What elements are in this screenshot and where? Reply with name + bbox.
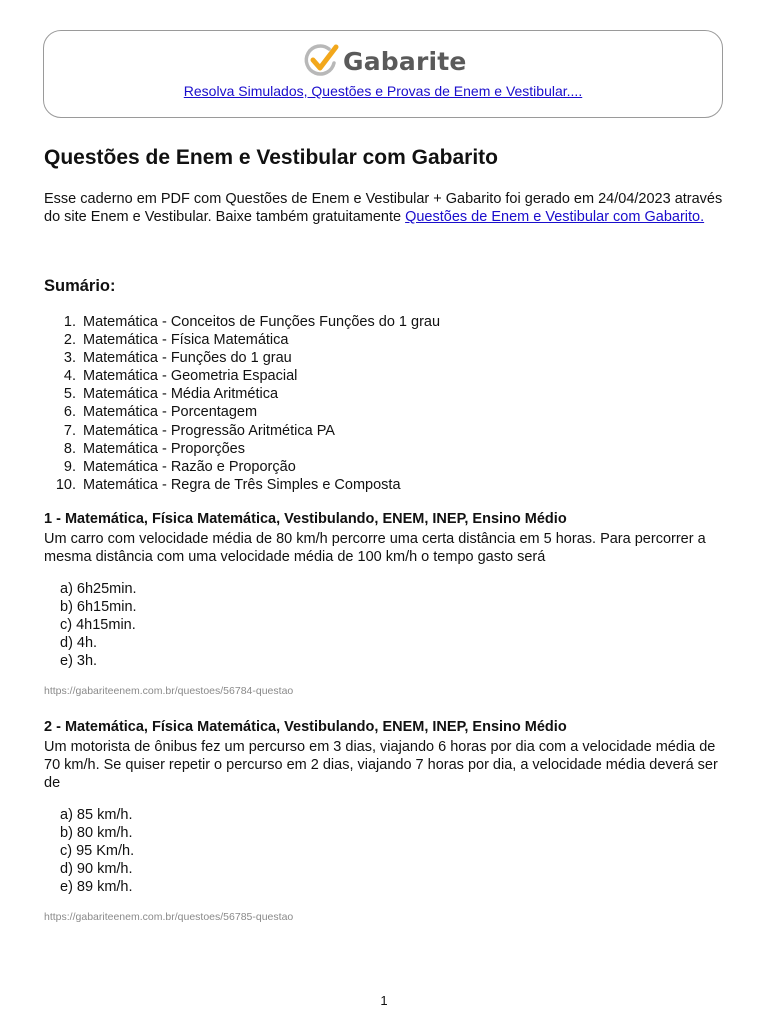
summary-item-label: Matemática - Progressão Aritmética PA (83, 422, 335, 439)
answer-options (60, 580, 724, 670)
answer-option: a) 85 km/h. (60, 807, 133, 823)
site-header (43, 30, 723, 118)
summary-item (44, 476, 440, 494)
summary-item-number: 2. (63, 332, 76, 349)
answer-option: e) 3h. (60, 653, 98, 669)
summary-item-label: Matemática - Física Matemática (83, 332, 289, 349)
answer-option: d) 90 km/h. (60, 861, 133, 877)
question-source-link[interactable]: https://gabariteenem.com.br/questoes/56784-questao (44, 685, 294, 697)
summary-item-label: Matemática - Porcentagem (83, 404, 258, 421)
summary-item (44, 422, 440, 440)
answer-option: a) 6h25min. (60, 581, 137, 597)
summary-item (44, 367, 440, 385)
checkmark-circle-icon (303, 43, 339, 79)
summary-item-label: Matemática - Geometria Espacial (83, 368, 298, 385)
question-text: Um motorista de ônibus fez um percurso em 3 dias, viajando 6 horas por dia com a velocidade média de 70 km/h. Se quiser repetir o percurso em 2 dias, viajando 7 horas por dia, a velocidade média deverá ser de (44, 739, 718, 791)
summary-item-label: Matemática - Funções do 1 grau (83, 350, 292, 367)
question-heading: 1 - Matemática, Física Matemática, Vestibulando, ENEM, INEP, Ensino Médio (44, 511, 567, 527)
gabarite-logo[interactable] (303, 41, 467, 81)
logo-wordmark: Gabarite (343, 46, 467, 76)
answer-option: e) 89 km/h. (60, 879, 133, 895)
summary-item-number: 7. (63, 422, 76, 439)
summary-item (44, 349, 440, 367)
summary-item-number: 4. (63, 368, 76, 385)
summary-item (44, 458, 440, 476)
summary-item-number: 6. (63, 404, 76, 421)
summary-item-label: Matemática - Média Aritmética (83, 386, 279, 403)
summary-item-number: 5. (63, 386, 76, 403)
summary-item-number: 1. (63, 314, 76, 330)
summary-item (44, 331, 440, 349)
summary-item-number: 9. (63, 458, 76, 475)
answer-option: c) 95 Km/h. (60, 843, 135, 859)
summary-item (44, 403, 440, 421)
question-1 (44, 510, 724, 697)
question-text: Um carro com velocidade média de 80 km/h percorre uma certa distância em 5 horas. Para percorrer a mesma distância com uma velocidade média de 100 km/h o tempo gasto será (44, 531, 706, 565)
answer-option: b) 6h15min. (60, 599, 137, 615)
answer-option: d) 4h. (60, 635, 98, 651)
summary-list (44, 313, 440, 494)
summary-item (44, 440, 440, 458)
answer-options (60, 806, 724, 896)
answer-option: c) 4h15min. (60, 617, 136, 633)
summary-heading: Sumário: (44, 277, 116, 295)
summary-item-label: Matemática - Proporções (83, 440, 245, 457)
question-source-link[interactable]: https://gabariteenem.com.br/questoes/56785-questao (44, 911, 294, 923)
answer-option: b) 80 km/h. (60, 825, 133, 841)
tagline-link[interactable]: Resolva Simulados, Questões e Provas de Enem e Vestibular.... (183, 83, 583, 99)
download-link[interactable]: Questões de Enem e Vestibular com Gabarito. (405, 209, 705, 225)
summary-item-number: 10. (55, 476, 76, 493)
summary-item (44, 313, 440, 331)
intro-text: Esse caderno em PDF com Questões de Enem e Vestibular + Gabarito foi gerado em 24/04/2023 através do site Enem e Vestibular. Baixe também gratuitamente (44, 191, 723, 225)
summary-item-label: Matemática - Regra de Três Simples e Composta (83, 476, 401, 493)
intro-paragraph (44, 190, 724, 226)
page-title: Questões de Enem e Vestibular com Gabarito (44, 146, 498, 169)
summary-item (44, 385, 440, 403)
summary-item-number: 8. (63, 440, 76, 457)
summary-item-number: 3. (63, 350, 76, 367)
summary-item-label: Matemática - Razão e Proporção (83, 458, 296, 475)
question-heading: 2 - Matemática, Física Matemática, Vestibulando, ENEM, INEP, Ensino Médio (44, 719, 567, 735)
question-2 (44, 718, 724, 923)
summary-item-label: Matemática - Conceitos de Funções Funções do 1 grau (83, 314, 441, 330)
page-number: 1 (380, 993, 388, 1008)
